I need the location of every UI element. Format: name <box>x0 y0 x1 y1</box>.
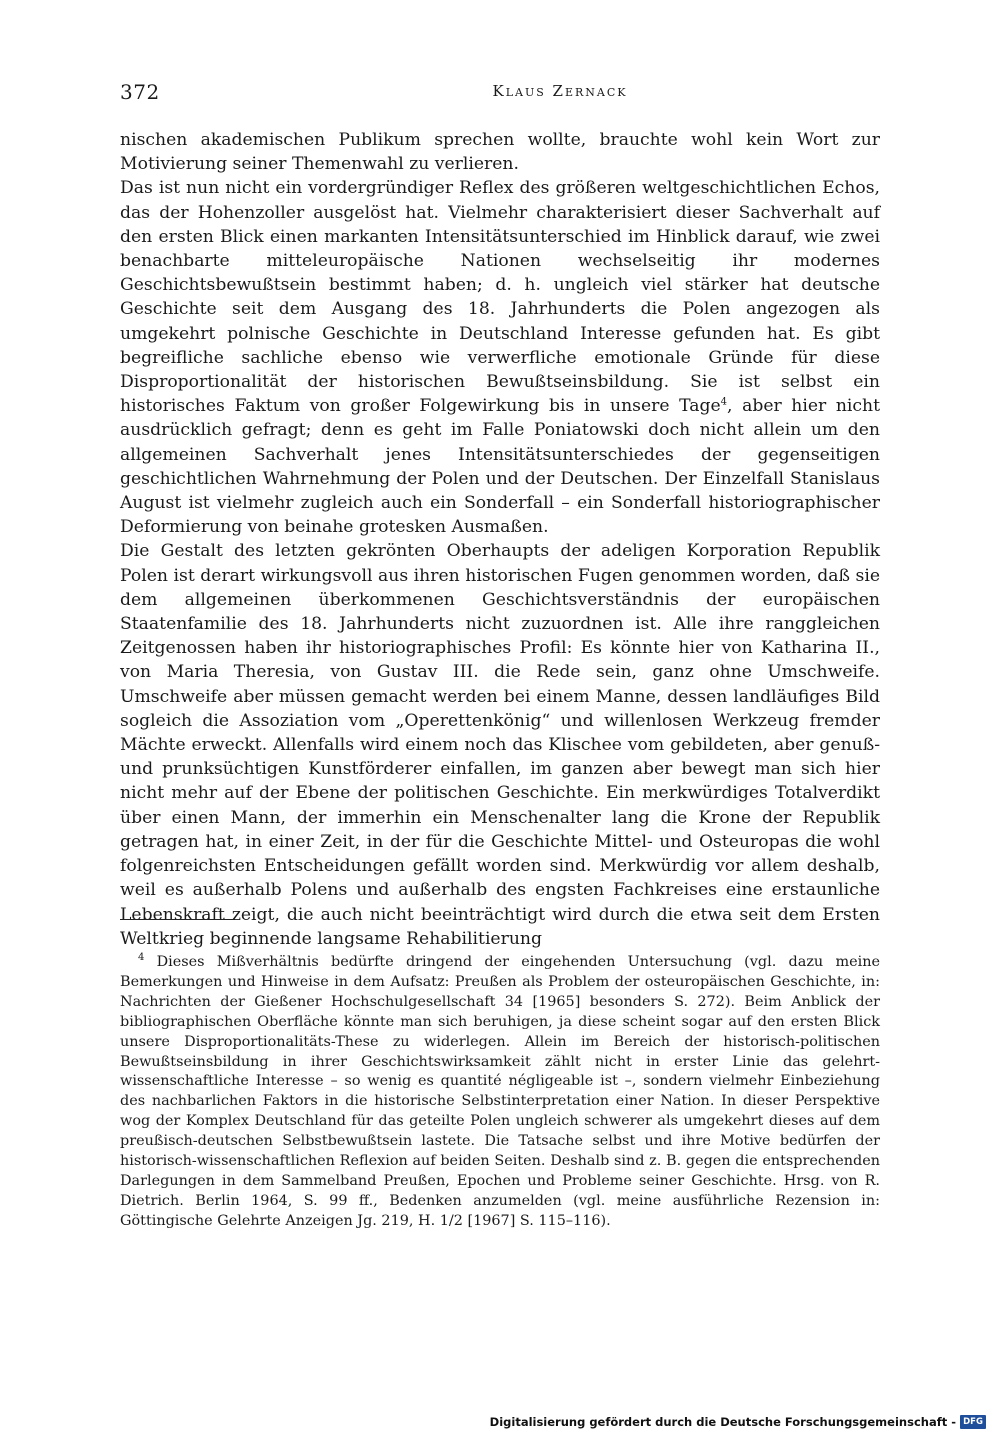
dfg-credit-text: Digitalisierung gefördert durch die Deutsche Forschungsgemeinschaft - <box>489 1415 956 1429</box>
footnote-rule <box>120 919 235 920</box>
paragraph-2 <box>120 176 880 539</box>
running-head: Klaus Zernack <box>492 82 628 100</box>
footnote-marker: 4 <box>138 952 145 964</box>
paragraph-2-part-a: Das ist nun nicht ein vordergründiger Reflex des größeren weltgeschichtlichen Echos, das der Hohenzoller ausgelöst hat. Vielmehr charakterisiert dieser Sachverhalt auf den ersten Blick einen markanten Intensitätsunterschied im Hinblick darauf, wie zwei benachbarte mitteleuropäische Nationen wechselseitig ihr modernes Geschichtsbewußtsein bestimmt haben; d. h. ungleich viel stärker hat deutsche Geschichte seit dem Ausgang des 18. Jahrhunderts die Polen angezogen als umgekehrt polnische Geschichte in Deutschland Interesse gefunden hat. Es gibt begreifliche sachliche ebenso wie verwerfliche emotionale Gründe für diese Disproportionalität der historischen Bewußtseinsbildung. Sie ist selbst ein historisches Faktum von großer Folgewirkung bis in unsere Tage <box>120 178 880 417</box>
dfg-logo-icon: DFG <box>960 1415 986 1429</box>
page-number: 372 <box>120 80 160 104</box>
footnote-body: Dieses Mißverhältnis bedürfte dringend der eingehenden Untersuchung (vgl. dazu meine Bemerkungen und Hinweise in dem Aufsatz: Preußen als Problem der osteuropäischen Geschichte, in: Nachrichten der Gießener Hochschulgesellschaft 34 [1965] besonders S. 272). Beim Anblick der bibliographischen Oberfläche könnte man sich beruhigen, ja diese scheint sogar auf den ersten Blick unsere Disproportionalitäts-These zu widerlegen. Allein im Bereich der historisch-politischen Bewußtseinsbildung in ihrer Geschichtswirksamkeit zählt nicht in erster Linie das gelehrt-wissenschaftliche Interesse – so wenig es quantité négligeable ist –, sondern vielmehr Einbeziehung des nachbarlichen Faktors in die historische Selbstinterpretation einer Nation. In dieser Perspektive wog der Komplex Deutschland für das geteilte Polen ungleich schwerer als umgekehrt dieses auf dem preußisch-deutschen Selbstbewußtsein lastete. Die Tatsache selbst und ihre Motive bedürfen der historisch-wissenschaftlichen Reflexion auf beiden Seiten. Deshalb sind z. B. gegen die entsprechenden Darlegungen in dem Sammelband Preußen, Epochen und Probleme seiner Geschichte. Hrsg. von R. Dietrich. Berlin 1964, S. 99 ff., Bedenken anzumelden (vgl. meine ausführliche Rezension in: Göttingische Gelehrte Anzeigen Jg. 219, H. 1/2 [1967] S. 115–116). <box>120 954 880 1229</box>
digitization-footer <box>490 1415 986 1429</box>
footnote-text <box>120 953 880 1232</box>
paragraph-3: Die Gestalt des letzten gekrönten Oberhaupts der adeligen Korporation Republik Polen ist derart wirkungsvoll aus ihren historischen Fugen genommen worden, daß sie dem allgemeinen überkommenen Geschichtsverständnis der europäischen Staatenfamilie des 18. Jahrhunderts nicht zuzuordnen ist. Alle ihre ranggleichen Zeitgenossen haben ihr historiographisches Profil: Es könnte hier von Katharina II., von Maria Theresia, von Gustav III. die Rede sein, ganz ohne Umschweife. Umschweife aber müssen gemacht werden bei einem Manne, dessen landläufiges Bild sogleich die Assoziation vom „Operettenkönig“ und willenlosen Werkzeug fremder Mächte erweckt. Allenfalls wird einem noch das Klischee vom gebildeten, aber genuß- und prunksüchtigen Kunstförderer einfallen, im ganzen aber bewegt man sich hier nicht mehr auf der Ebene der politischen Geschichte. Ein merkwürdiges Totalverdikt über einen Mann, der immerhin ein Menschenalter lang die Krone der Republik getragen hat, in einer Zeit, in der für die Geschichte Mittel- und Osteuropas die wohl folgenreichsten Entscheidungen gefällt worden sind. Merkwürdig vor allem deshalb, weil es außerhalb Polens und außerhalb des engsten Fachkreises eine erstaunliche Lebenskraft zeigt, die auch nicht beeinträchtigt wird durch die etwa seit dem Ersten Weltkrieg beginnende langsame Rehabilitierung <box>120 541 880 949</box>
footnote-4 <box>120 953 880 1232</box>
paragraph-1: nischen akademischen Publikum sprechen wollte, brauchte wohl kein Wort zur Motivierung seiner Themenwahl zu verlieren. <box>120 130 880 175</box>
body-text <box>120 128 880 951</box>
footnote-reference-4[interactable]: 4 <box>720 396 728 408</box>
paragraph-2-part-b: , aber hier nicht ausdrücklich gefragt; denn es geht im Falle Poniatowski doch nicht allein um den allgemeinen Sachverhalt jenes Intensitätsunterschiedes der gegenseitigen geschichtlichen Wahrnehmung der Polen und der Deutschen. Der Einzelfall Stanislaus August ist vielmehr zugleich auch ein Sonderfall – ein Sonderfall historiographischer Deformierung von beinahe grotesken Ausmaßen. <box>120 396 880 538</box>
